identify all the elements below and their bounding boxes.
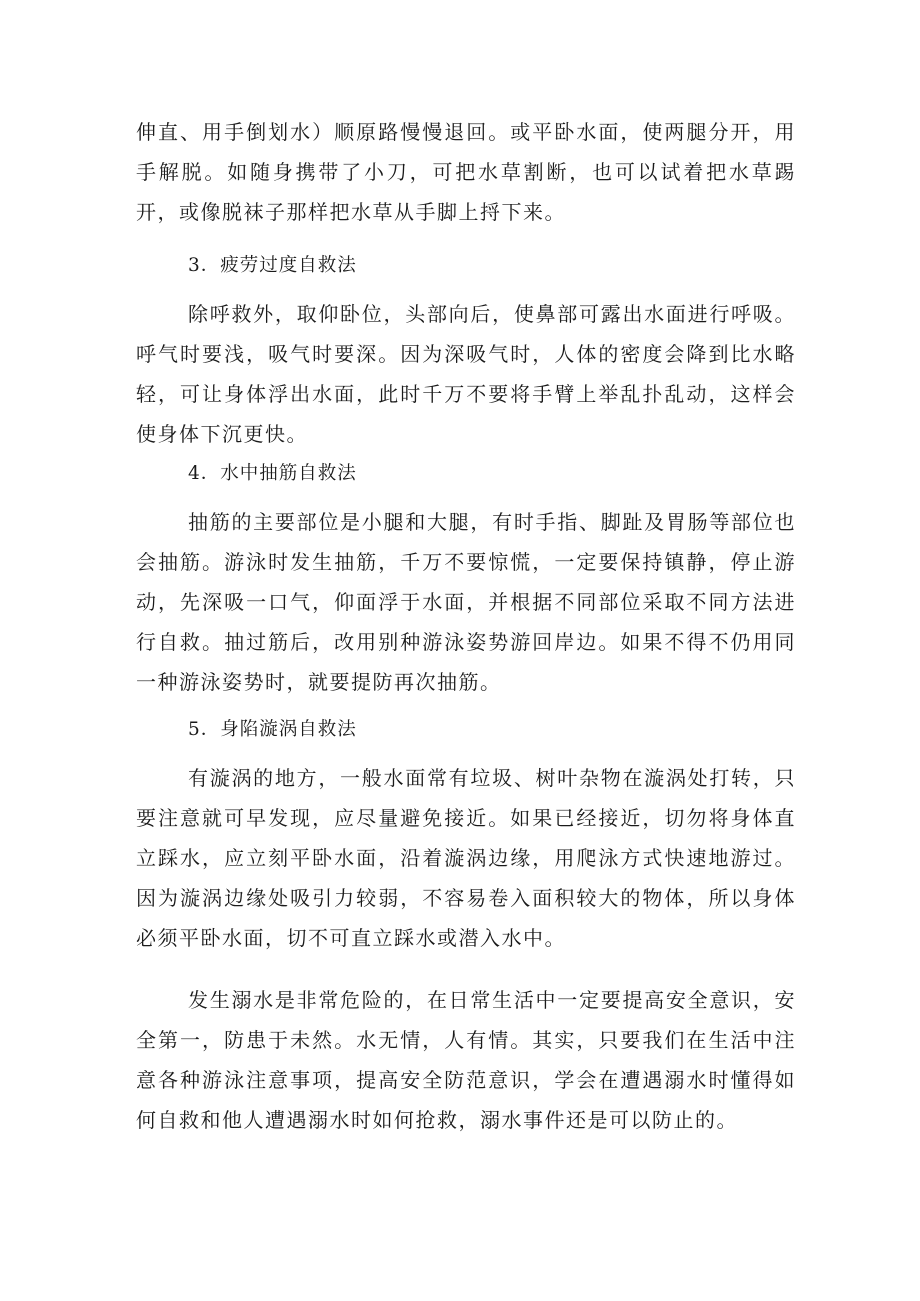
paragraph-conclusion: 发生溺水是非常危险的，在日常生活中一定要提高安全意识，安全第一，防患于未然。水无情，人有情。其实，只要我们在生活中注意各种游泳注意事项，提高安全防范意识，学会在遭遇溺水时懂得如何自救和他人遭遇溺水时如何抢救，溺水事件还是可以防止的。 xyxy=(136,988,796,1132)
heading-fatigue-self-rescue: 3．疲劳过度自救法 xyxy=(188,255,357,276)
document-page xyxy=(136,112,796,1140)
paragraph-fatigue: 除呼救外，取仰卧位，头部向后，使鼻部可露出水面进行呼吸。呼气时要浅，吸气时要深。因为深吸气时，人体的密度会降到比水略轻，可让身体浮出水面，此时千万不要将手臂上举乱扑乱动，这样会使身体下沉更快。 xyxy=(136,302,796,446)
heading-whirlpool-self-rescue: 5．身陷漩涡自救法 xyxy=(188,719,357,740)
paragraph-whirlpool: 有漩涡的地方，一般水面常有垃圾、树叶杂物在漩涡处打转，只要注意就可早发现，应尽量避免接近。如果已经接近，切勿将身体直立踩水，应立刻平卧水面，沿着漩涡边缘，用爬泳方式快速地游过。因为漩涡边缘处吸引力较弱，不容易卷入面积较大的物体，所以身体必须平卧水面，切不可直立踩水或潜入水中。 xyxy=(136,766,796,950)
heading-cramp-self-rescue: 4．水中抽筋自救法 xyxy=(188,463,357,484)
paragraph-cramp: 抽筋的主要部位是小腿和大腿，有时手指、脚趾及胃肠等部位也会抽筋。游泳时发生抽筋，千万不要惊慌，一定要保持镇静，停止游动，先深吸一口气，仰面浮于水面，并根据不同部位采取不同方法进行自救。抽过筋后，改用别种游泳姿势游回岸边。如果不得不仍用同一种游泳姿势时，就要提防再次抽筋。 xyxy=(136,510,796,694)
paragraph-continued: 伸直、用手倒划水）顺原路慢慢退回。或平卧水面，使两腿分开，用手解脱。如随身携带了小刀，可把水草割断，也可以试着把水草踢开，或像脱袜子那样把水草从手脚上捋下来。 xyxy=(136,120,796,224)
